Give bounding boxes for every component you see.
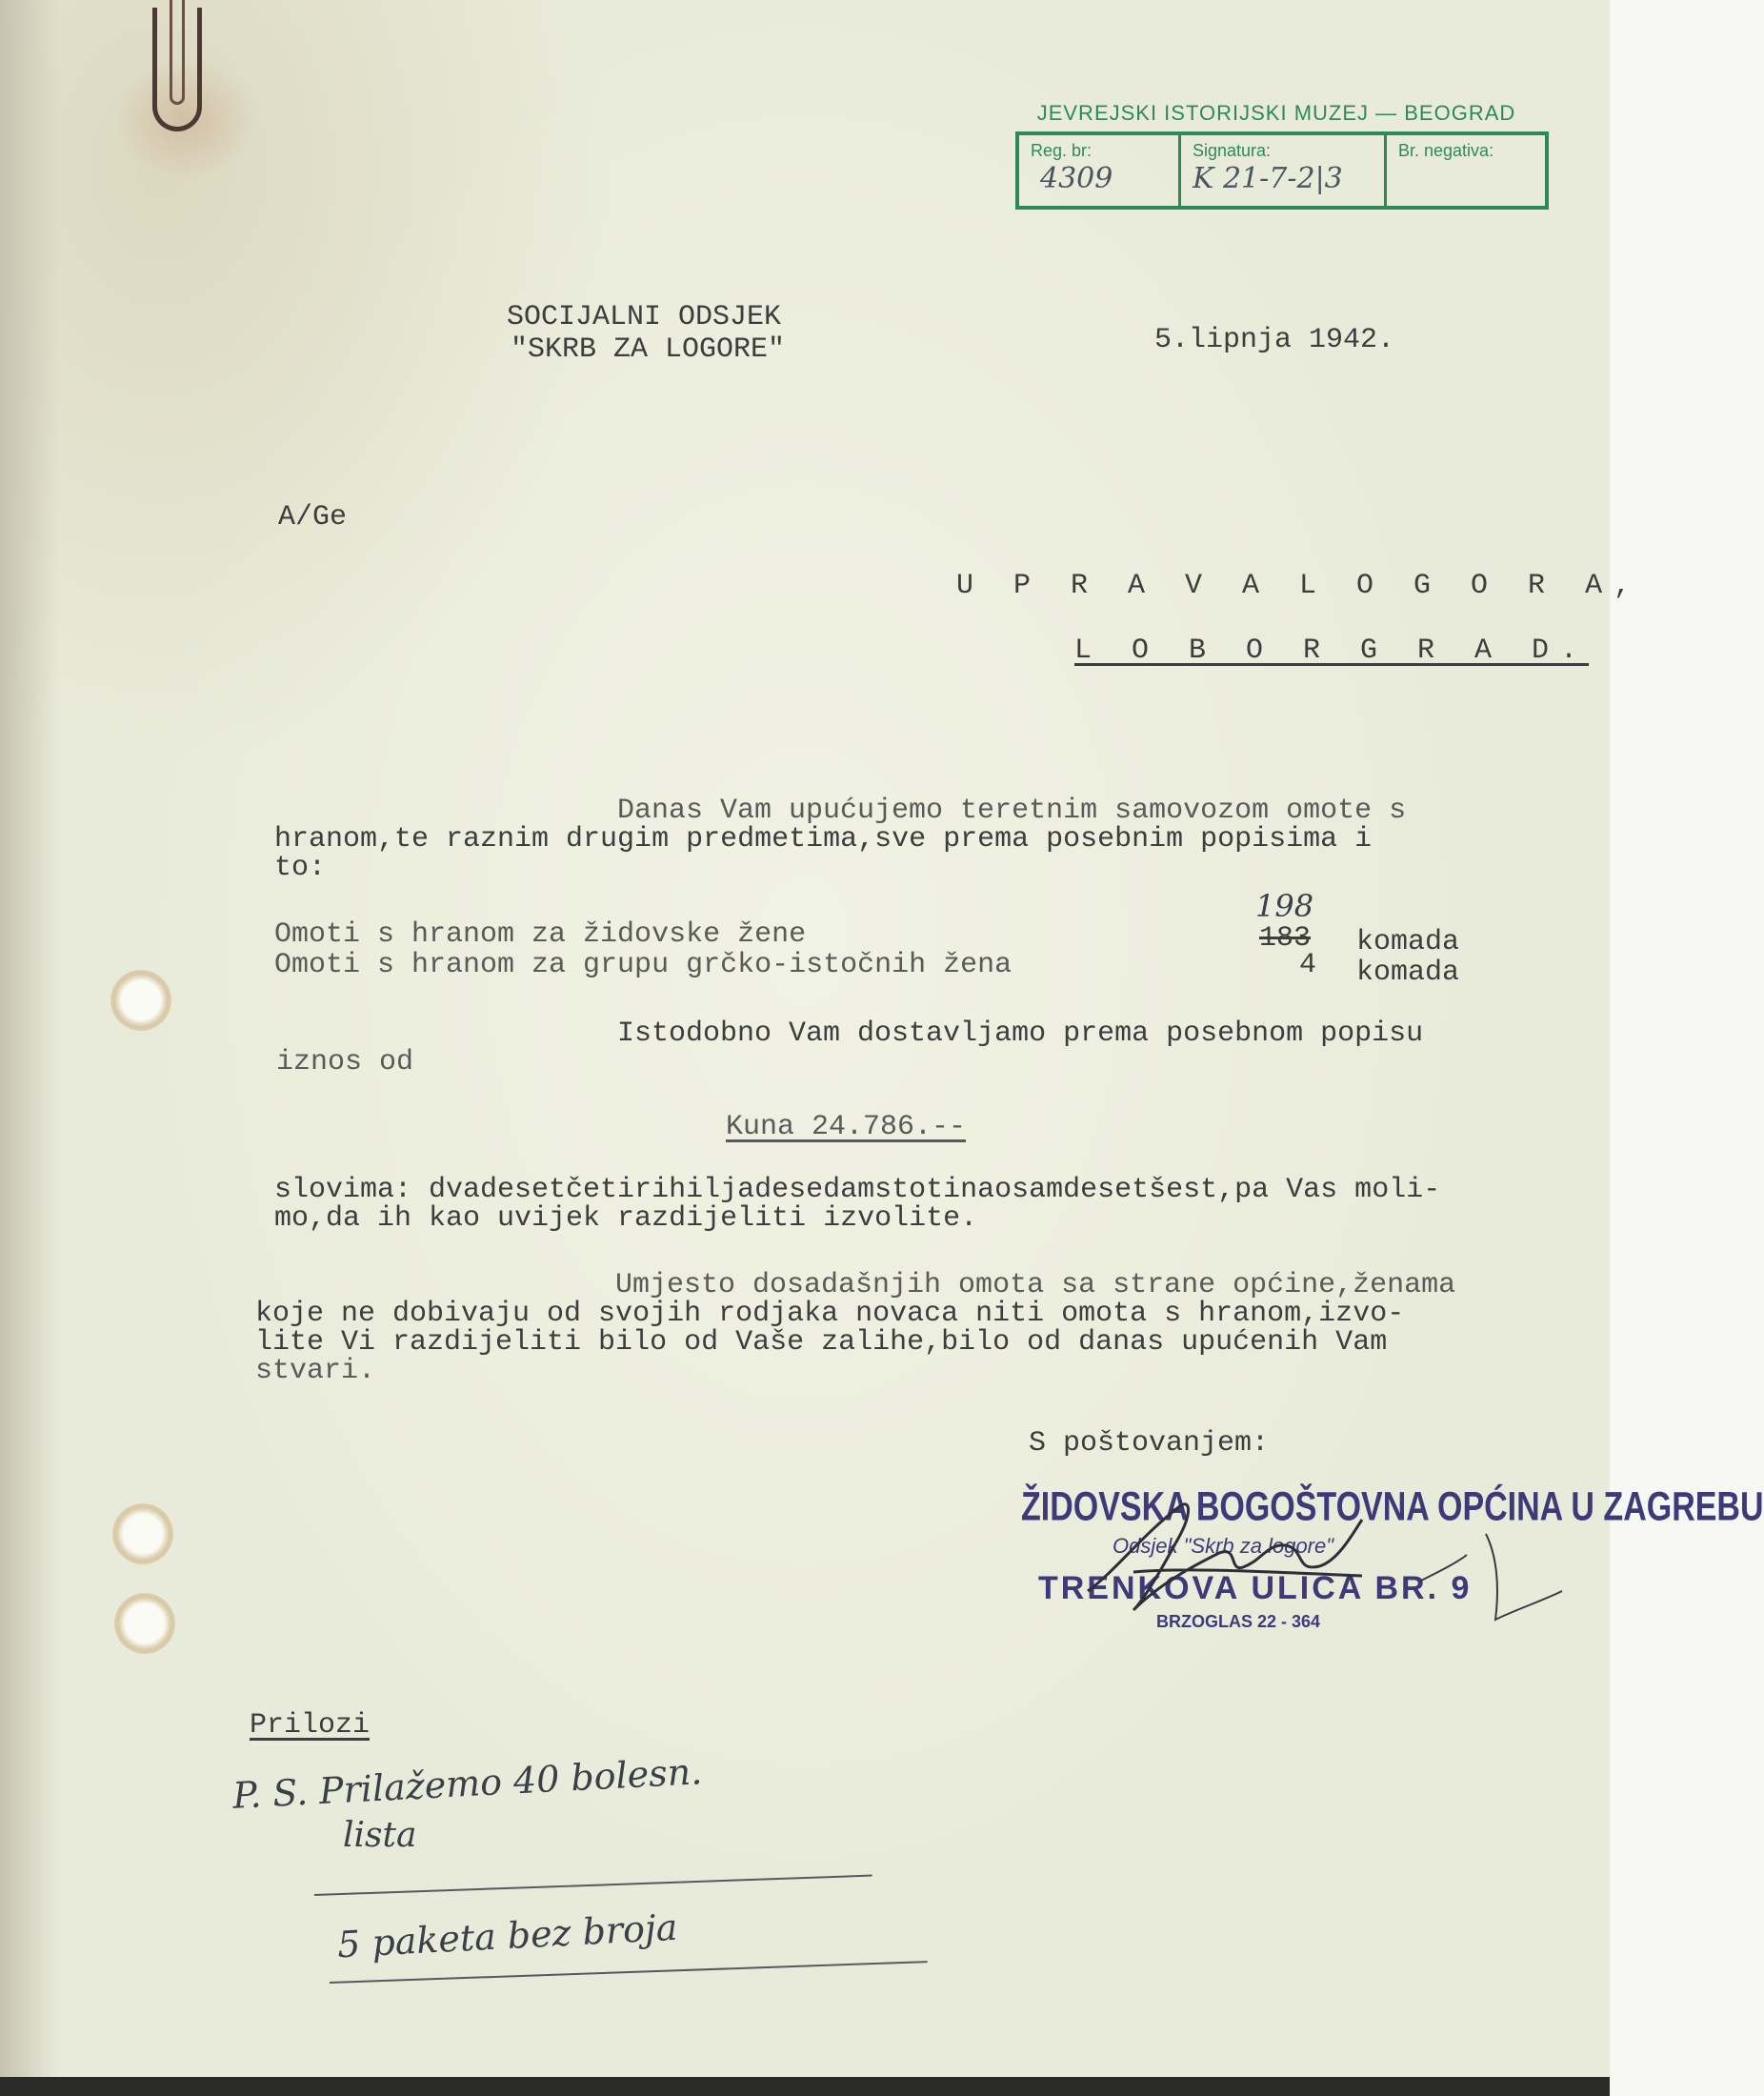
- community-stamp-line-2: Odsjek "Skrb za logore": [1113, 1534, 1334, 1558]
- body-para4-line4: stvari.: [255, 1355, 376, 1387]
- attachment-note-2: 5 paketa bez broja: [336, 1905, 679, 1966]
- body-para3-line1: slovima: dvadesetčetirihiljadesedamstotinaosamdesetšest,pa Vas moli-: [274, 1174, 1441, 1206]
- reg-number-value: 4309: [1040, 162, 1113, 195]
- community-stamp-line-3: TRENKOVA ULICA BR. 9: [1038, 1570, 1473, 1606]
- negative-number-label: Br. negativa:: [1398, 141, 1494, 160]
- item-label: Omoti s hranom za grupu grčko-istočnih žena: [274, 949, 1012, 981]
- page-edge-shadow: [0, 0, 59, 2091]
- paper-clip-inner-icon: [170, 0, 185, 105]
- item-unit: komada: [1356, 926, 1460, 958]
- signature-icon: [1076, 1477, 1572, 1639]
- body-para1-line1: Danas Vam upućujemo teretnim samovozom omote s: [617, 795, 1407, 827]
- reference-code: A/Ge: [278, 501, 348, 534]
- recipient-line-2: L O B O R G R A D.: [1074, 635, 1590, 667]
- body-para2-line2: iznos od: [276, 1046, 414, 1078]
- letter-date: 5.lipnja 1942.: [1154, 324, 1395, 356]
- body-para1-line3: to:: [274, 852, 327, 884]
- attachment-note-1-line-1: P. S. Prilažemo 40 bolesn.: [231, 1750, 704, 1817]
- signatura-cell: [1181, 135, 1387, 206]
- sender-line-2: "SKRB ZA LOGORE": [511, 333, 786, 366]
- body-para1-line2: hranom,te raznim drugim predmetima,sve prema posebnim popisima i: [274, 823, 1373, 856]
- attachments-heading: Prilozi: [250, 1709, 371, 1742]
- body-para2-line1: Istodobno Vam dostavljamo prema posebnom popisu: [617, 1018, 1424, 1050]
- museum-registration-box: [1015, 131, 1549, 210]
- item-qty: 183: [1259, 922, 1312, 955]
- handwritten-rule: [330, 1961, 928, 1984]
- body-para4-line3: lite Vi razdijeliti bilo od Vaše zalihe,bilo od danas upućenih Vam: [255, 1326, 1388, 1359]
- item-label: Omoti s hranom za židovske žene: [274, 918, 807, 951]
- body-para4-line2: koje ne dobivaju od svojih rodjaka novaca niti omota s hranom,izvo-: [255, 1298, 1405, 1330]
- punch-hole-icon: [114, 1593, 175, 1654]
- closing: S poštovanjem:: [1029, 1427, 1270, 1460]
- signatura-value: K 21-7-2|3: [1193, 162, 1343, 195]
- negative-number-cell: [1387, 135, 1545, 206]
- amount: Kuna 24.786.--: [726, 1111, 967, 1143]
- body-para4-line1: Umjesto dosadašnjih omota sa strane općine,ženama: [615, 1269, 1456, 1301]
- body-para3-line2: mo,da ih kao uvijek razdijeliti izvolite.: [274, 1202, 978, 1235]
- punch-hole-icon: [112, 1503, 173, 1564]
- item-qty-correction: 198: [1255, 888, 1314, 924]
- reg-number-cell: [1019, 135, 1181, 206]
- recipient-line-1: U P R A V A L O G O R A,: [956, 570, 1643, 602]
- handwritten-rule: [314, 1875, 872, 1896]
- signatura-label: Signatura:: [1193, 141, 1272, 160]
- scan-bottom-edge: [0, 2077, 1610, 2096]
- item-qty: 4: [1299, 949, 1317, 981]
- sender-line-1: SOCIJALNI ODSJEK: [507, 301, 782, 333]
- community-stamp-line-1: ŽIDOVSKA BOGOŠTOVNA OPĆINA U ZAGREBU: [1021, 1484, 1764, 1530]
- punch-hole-icon: [110, 970, 171, 1031]
- community-stamp-line-4: BRZOGLAS 22 - 364: [1156, 1612, 1321, 1631]
- attachment-note-1-line-2: lista: [343, 1816, 417, 1855]
- museum-stamp-title: JEVREJSKI ISTORIJSKI MUZEJ — BEOGRAD: [1036, 101, 1516, 125]
- reg-number-label: Reg. br:: [1031, 141, 1092, 160]
- item-unit: komada: [1356, 957, 1460, 989]
